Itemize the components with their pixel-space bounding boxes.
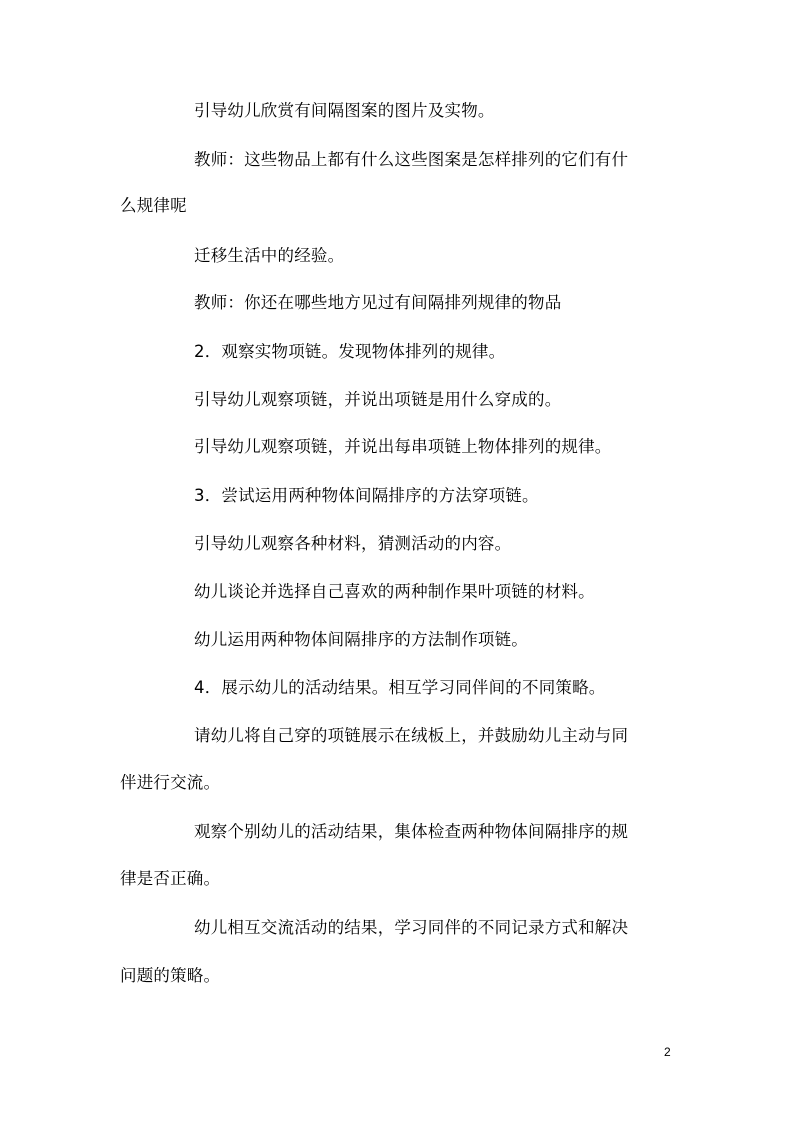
paragraph-9-line-1: 引导幼儿观察各种材料，猜测活动的内容。 (194, 534, 512, 553)
paragraph-11-line-1: 幼儿运用两种物体间隔排序的方法制作项链。 (194, 630, 528, 649)
paragraph-1-line-1: 引导幼儿欣赏有间隔图案的图片及实物。 (194, 101, 495, 120)
paragraph-12-line-1: 4．展示幼儿的活动结果。相互学习同伴间的不同策略。 (194, 678, 606, 697)
paragraph-15-line-2: 问题的策略。 (120, 966, 221, 985)
paragraph-13-line-1: 请幼儿将自己穿的项链展示在绒板上，并鼓励幼儿主动与同 (194, 726, 629, 745)
paragraph-5-line-1: 2．观察实物项链。发现物体排列的规律。 (194, 342, 506, 361)
paragraph-10-line-1: 幼儿谈论并选择自己喜欢的两种制作果叶项链的材料。 (194, 582, 595, 601)
paragraph-14-line-1: 观察个别幼儿的活动结果，集体检查两种物体间隔排序的规 (194, 822, 629, 841)
paragraph-14-line-2: 律是否正确。 (120, 869, 221, 888)
paragraph-4-line-1: 教师：你还在哪些地方见过有间隔排列规律的物品 (194, 293, 562, 312)
page-number: 2 (664, 1045, 671, 1059)
paragraph-3-line-1: 迁移生活中的经验。 (194, 246, 345, 265)
paragraph-15-line-1: 幼儿相互交流活动的结果，学习同伴的不同记录方式和解决 (194, 918, 629, 937)
paragraph-2-line-1: 教师：这些物品上都有什么这些图案是怎样排列的它们有什 (194, 150, 629, 169)
paragraph-7-line-1: 引导幼儿观察项链，并说出每串项链上物体排列的规律。 (194, 437, 612, 456)
paragraph-6-line-1: 引导幼儿观察项链，并说出项链是用什么穿成的。 (194, 390, 562, 409)
paragraph-13-line-2: 伴进行交流。 (120, 773, 221, 792)
paragraph-8-line-1: 3．尝试运用两种物体间隔排序的方法穿项链。 (194, 486, 539, 505)
paragraph-2-line-2: 么规律呢 (120, 196, 187, 215)
